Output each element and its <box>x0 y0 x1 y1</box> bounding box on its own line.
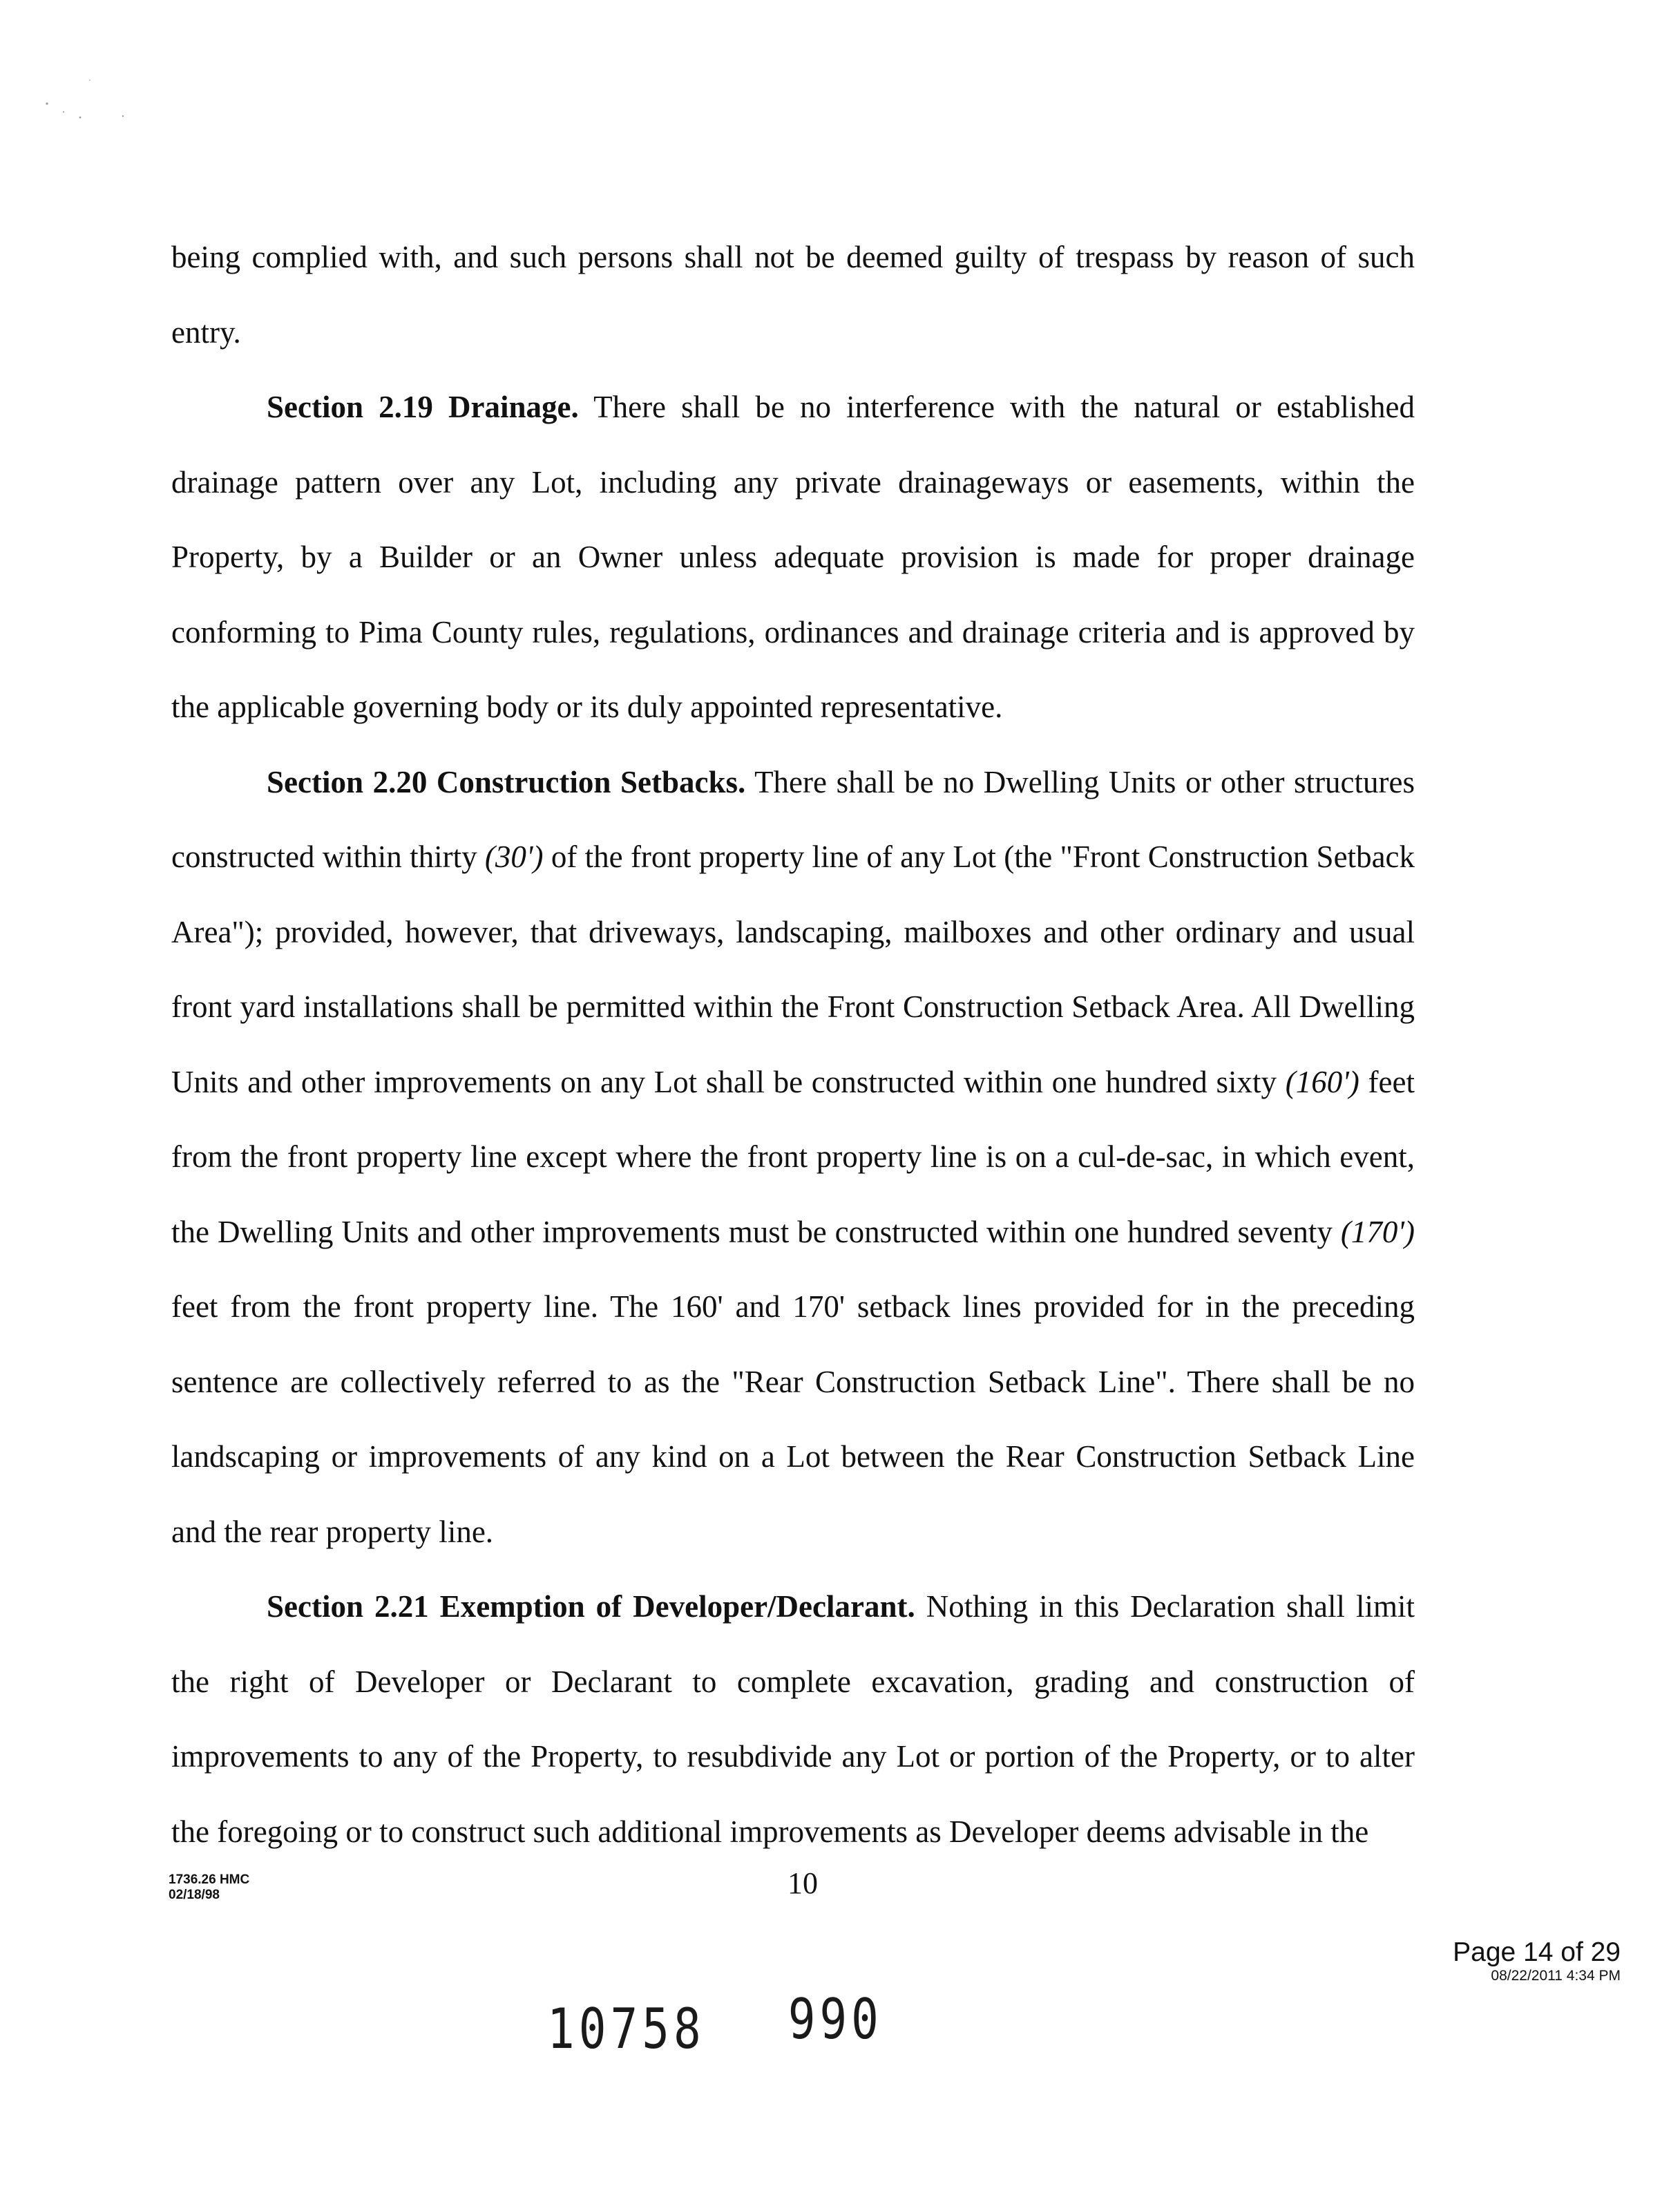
section-2-20 <box>171 745 1415 1570</box>
recording-book: 10758 <box>547 1996 705 2062</box>
page-stamp <box>1453 1937 1621 1984</box>
doc-code: 1736.26 HMC <box>169 1872 250 1887</box>
section-text: feet from the front property line. The 160' and 170' setback lines provided for in the preceding sentence are collectively referred to as the "Rear Construction Setback Line". There shall be no landscaping or improvements of any kind on a Lot between the Rear Construction Setback Line and the rear property line. <box>171 1289 1415 1549</box>
setback-30: (30') <box>484 839 544 874</box>
recording-page: 990 <box>788 1986 883 2052</box>
setback-170: (170') <box>1340 1214 1415 1249</box>
section-heading: Section 2.20 Construction Setbacks. <box>267 764 746 799</box>
doc-date: 02/18/98 <box>169 1888 220 1902</box>
stamp-page-count: Page 14 of 29 <box>1453 1937 1621 1967</box>
section-2-21 <box>171 1569 1415 1869</box>
stamp-timestamp: 08/22/2011 4:34 PM <box>1491 1968 1621 1984</box>
section-heading: Section 2.21 Exemption of Developer/Declarant. <box>267 1589 915 1624</box>
document-body <box>171 220 1415 1869</box>
section-text: feet from the front property line except where the front property line is on a cul-de-sac, in which event, the Dwelling Units and other improvements must be constructed within one hundred seventy <box>171 1064 1415 1249</box>
section-text: Nothing in this Declaration shall limit the right of Developer or Declarant to complete excavation, grading and construction of improvements to any of the Property, to resubdivide any Lot or portion of the Property, or to alter the foregoing or to construct such additional improvements as Developer deems advisable in the <box>171 1589 1415 1849</box>
section-heading: Section 2.19 Drainage. <box>267 390 579 424</box>
section-text: There shall be no Dwelling Units or other structures constructed within thirty <box>171 764 1415 874</box>
continuation-paragraph <box>171 220 1415 370</box>
footer-document-code <box>169 1872 249 1903</box>
section-text: of the front property line of any Lot (the "Front Construction Setback Area"); provided, however, that driveways, landscaping, mailboxes and other ordinary and usual front yard installations shall be permitted within the Front Construction Setback Area. All Dwelling Units and other improvements on any Lot shall be constructed within one hundred sixty <box>171 839 1415 1099</box>
recording-number <box>547 1986 883 2062</box>
section-2-19 <box>171 370 1415 745</box>
continuation-text: being complied with, and such persons shall not be deemed guilty of trespass by reason of such entry. <box>171 240 1415 350</box>
page-number: 10 <box>788 1866 818 1900</box>
scan-specks <box>41 76 138 138</box>
section-text: There shall be no interference with the natural or established drainage pattern over any Lot, including any private drainageways or easements, within the Property, by a Builder or an Owner unless adequate provision is made for proper drainage conforming to Pima County rules, regulations, ordinances and drainage criteria and is approved by the applicable governing body or its duly appointed representative. <box>171 390 1415 724</box>
setback-160: (160') <box>1285 1064 1359 1099</box>
